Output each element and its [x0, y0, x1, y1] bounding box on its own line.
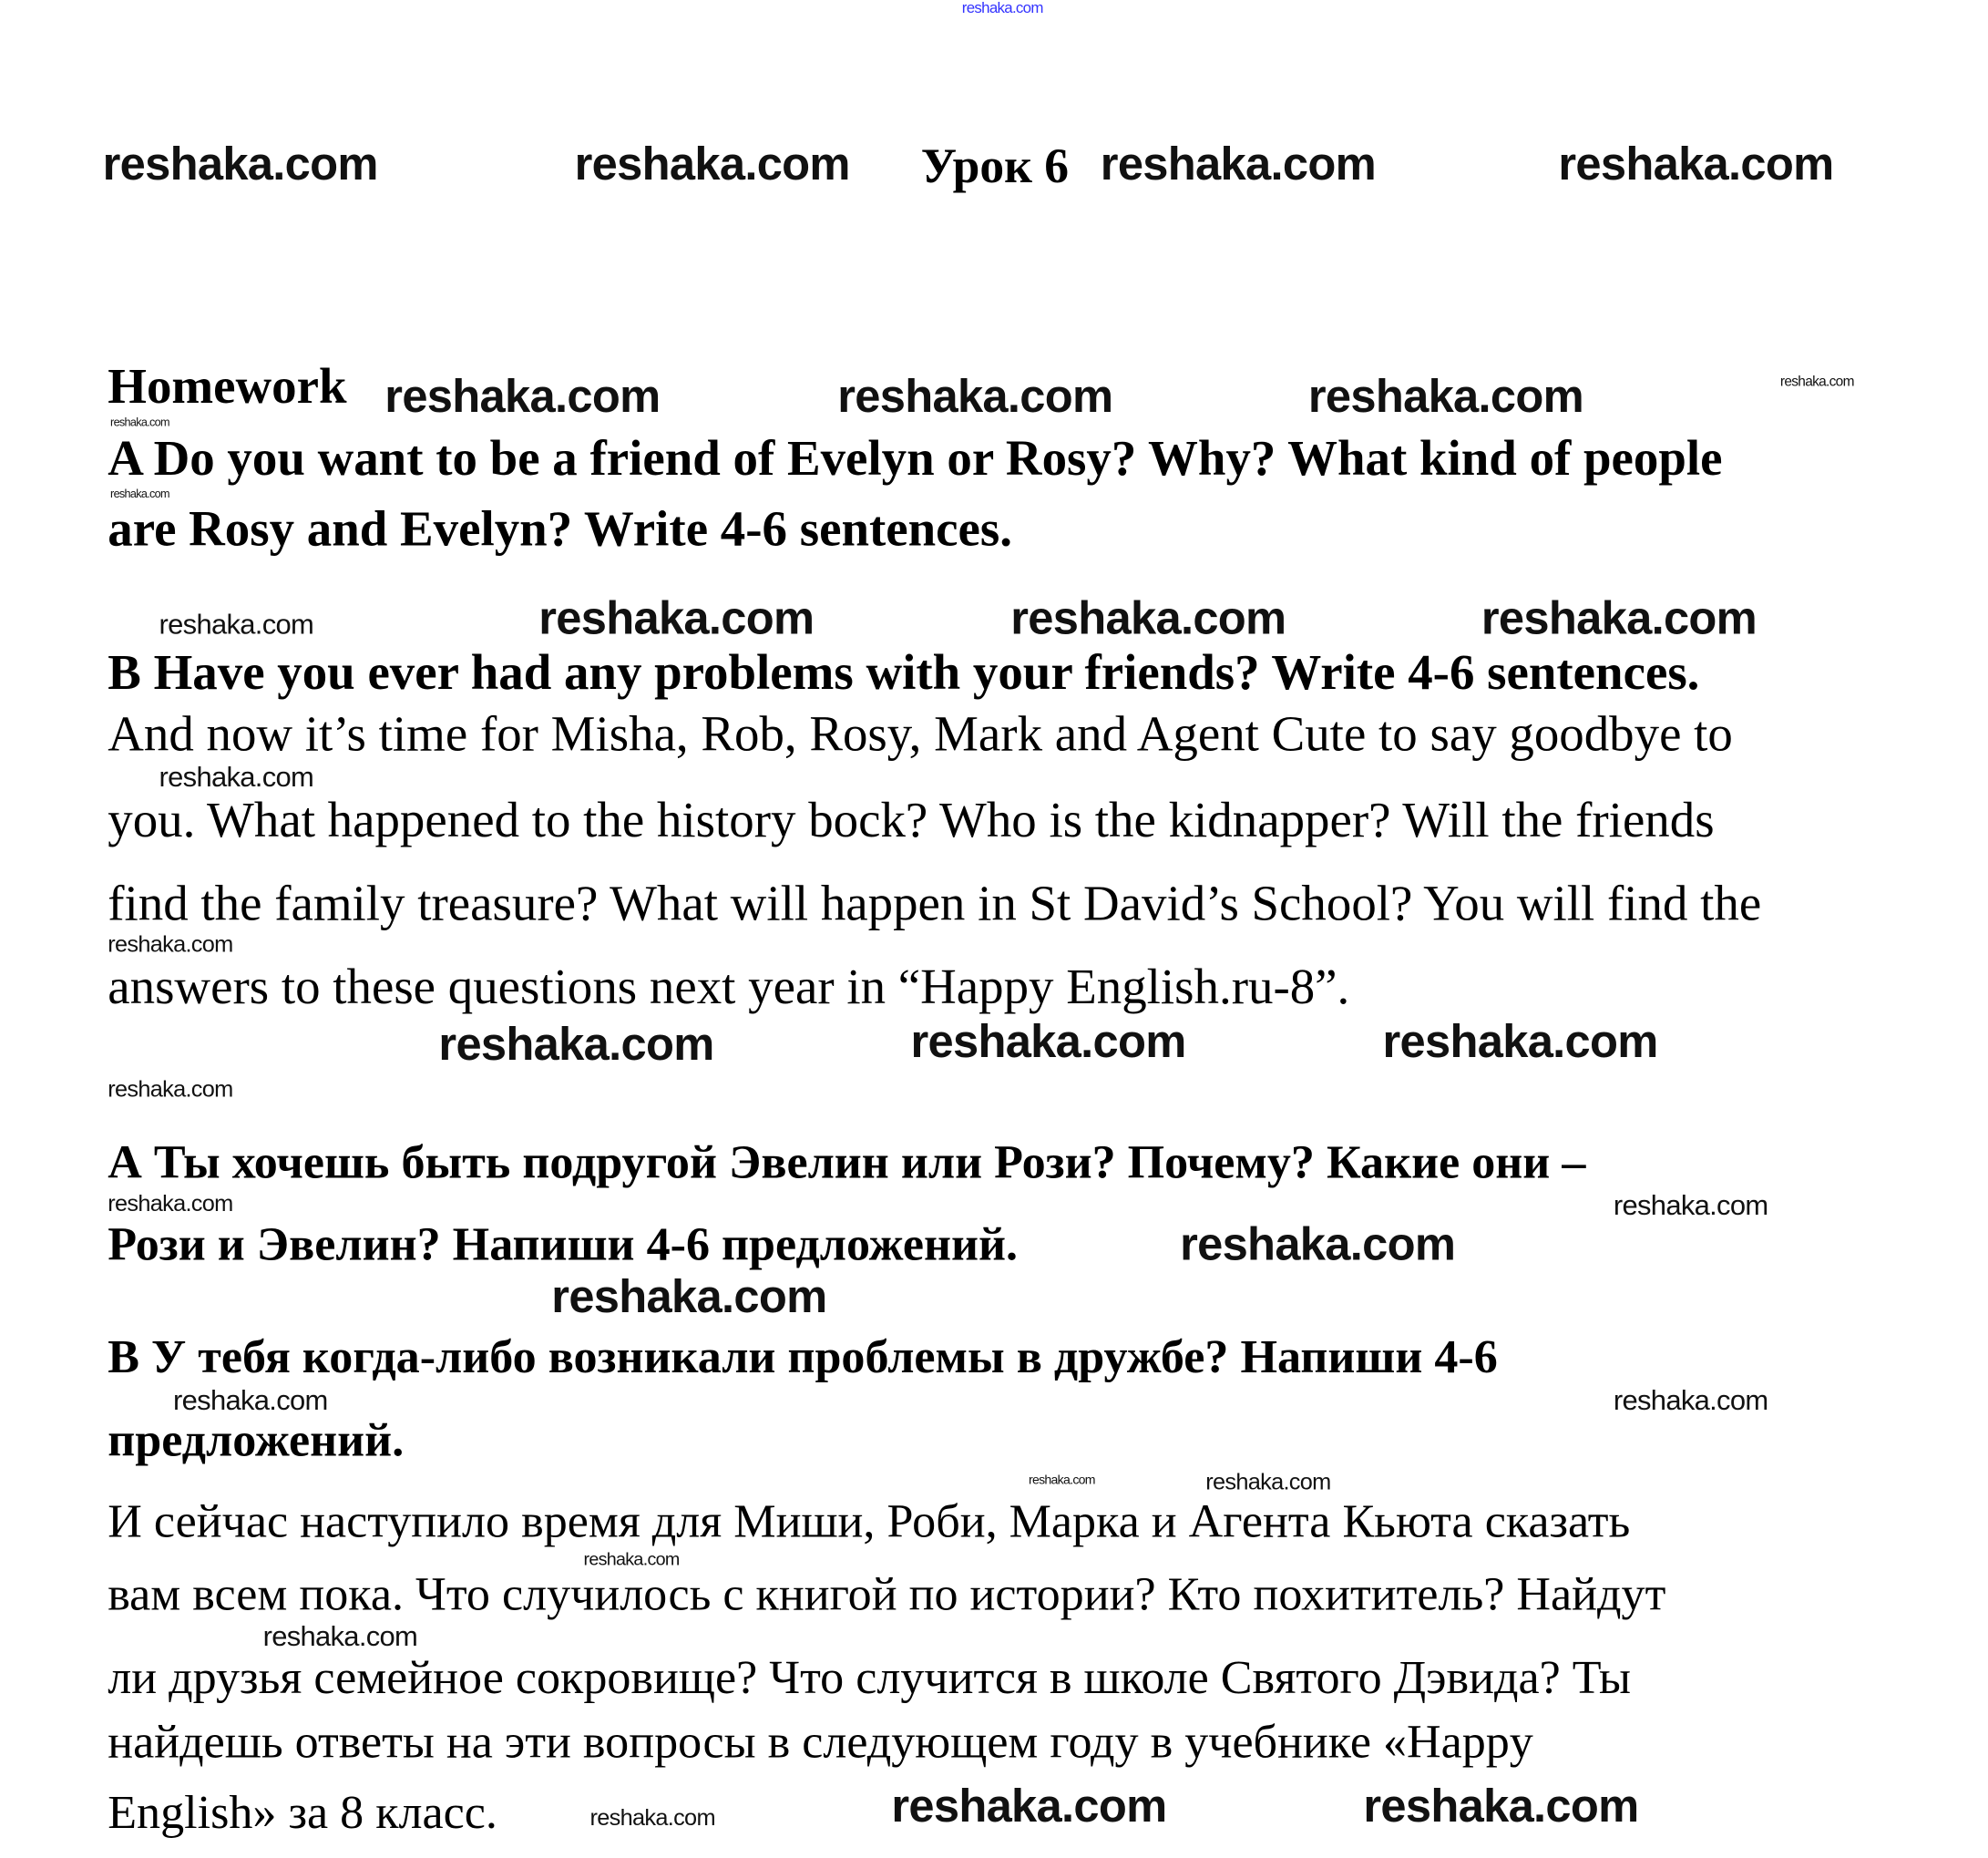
- watermark: reshaka.com: [589, 1804, 715, 1831]
- task-a-line: A Do you want to be a friend of Evelyn or Rosy? Why? What kind of people: [108, 430, 1723, 487]
- watermark: reshaka.com: [438, 1017, 714, 1071]
- watermark: reshaka.com: [108, 1076, 233, 1103]
- watermark: reshaka.com: [110, 487, 169, 501]
- watermark: reshaka.com: [102, 137, 378, 190]
- watermark: reshaka.com: [110, 416, 169, 429]
- watermark: reshaka.com: [1307, 369, 1584, 423]
- watermark: reshaka.com: [910, 1014, 1186, 1068]
- watermark: reshaka.com: [1779, 375, 1854, 390]
- watermark: reshaka.com: [574, 137, 850, 190]
- watermark: reshaka.com: [1613, 1188, 1768, 1222]
- translation-paragraph-line: вам всем пока. Что случилось с книгой по истории? Кто похититель? Найдут: [108, 1568, 1666, 1622]
- paragraph-line: And now it’s time for Misha, Rob, Rosy, Mark and Agent Cute to say goodbye to: [108, 706, 1733, 763]
- watermark: reshaka.com: [891, 1779, 1167, 1832]
- watermark: reshaka.com: [262, 1619, 418, 1653]
- watermark: reshaka.com: [159, 608, 314, 641]
- watermark: reshaka.com: [1481, 590, 1757, 644]
- task-a-line: are Rosy and Evelyn? Write 4-6 sentences.: [108, 501, 1012, 557]
- watermark: reshaka.com: [583, 1548, 680, 1569]
- translation-paragraph-line: найдешь ответы на эти вопросы в следующем году в учебнике «Happy: [108, 1716, 1533, 1770]
- lesson-title: Урок 6: [920, 139, 1070, 194]
- watermark: reshaka.com: [551, 1269, 827, 1323]
- paragraph-line: answers to these questions next year in “Happy English.ru-8”.: [108, 959, 1350, 1015]
- watermark: reshaka.com: [1613, 1383, 1768, 1417]
- translation-task-a-line: Рози и Эвелин? Напиши 4-6 предложений.: [108, 1218, 1019, 1272]
- watermark: reshaka.com: [384, 369, 661, 423]
- watermark: reshaka.com: [173, 1383, 328, 1417]
- watermark: reshaka.com: [1205, 1468, 1331, 1494]
- translation-task-a-line: А Ты хочешь быть подругой Эвелин или Рози? Почему? Какие они –: [108, 1136, 1586, 1189]
- watermark: reshaka.com: [538, 590, 815, 644]
- translation-task-b-line: предложений.: [108, 1414, 405, 1468]
- translation-paragraph-line: И сейчас наступило время для Миши, Роби, Марка и Агента Кьюта сказать: [108, 1495, 1631, 1549]
- watermark: reshaka.com: [837, 369, 1113, 423]
- top-watermark-link[interactable]: reshaka.com: [961, 0, 1043, 17]
- paragraph-line: find the family treasure? What will happen in St David’s School? You will find the: [108, 876, 1762, 931]
- translation-task-b-line: В У тебя когда-либо возникали проблемы в дружбе? Напиши 4-6: [108, 1331, 1498, 1384]
- watermark: reshaka.com: [159, 760, 314, 793]
- translation-paragraph-line: English» за 8 класс.: [108, 1786, 497, 1840]
- watermark: reshaka.com: [1100, 137, 1376, 190]
- watermark: reshaka.com: [1028, 1473, 1095, 1488]
- watermark: reshaka.com: [1010, 590, 1286, 644]
- homework-heading: Homework: [108, 359, 347, 415]
- translation-paragraph-line: ли друзья семейное сокровище? Что случится в школе Святого Дэвида? Ты: [108, 1652, 1631, 1705]
- task-b-line: B Have you ever had any problems with your friends? Write 4-6 sentences.: [108, 645, 1700, 701]
- paragraph-line: you. What happened to the history bock? Who is the kidnapper? Will the friends: [108, 792, 1715, 848]
- watermark: reshaka.com: [1180, 1216, 1456, 1270]
- watermark: reshaka.com: [1363, 1779, 1639, 1832]
- watermark: reshaka.com: [1382, 1014, 1658, 1068]
- watermark: reshaka.com: [108, 1190, 233, 1216]
- watermark: reshaka.com: [1558, 137, 1834, 190]
- watermark: reshaka.com: [108, 930, 233, 958]
